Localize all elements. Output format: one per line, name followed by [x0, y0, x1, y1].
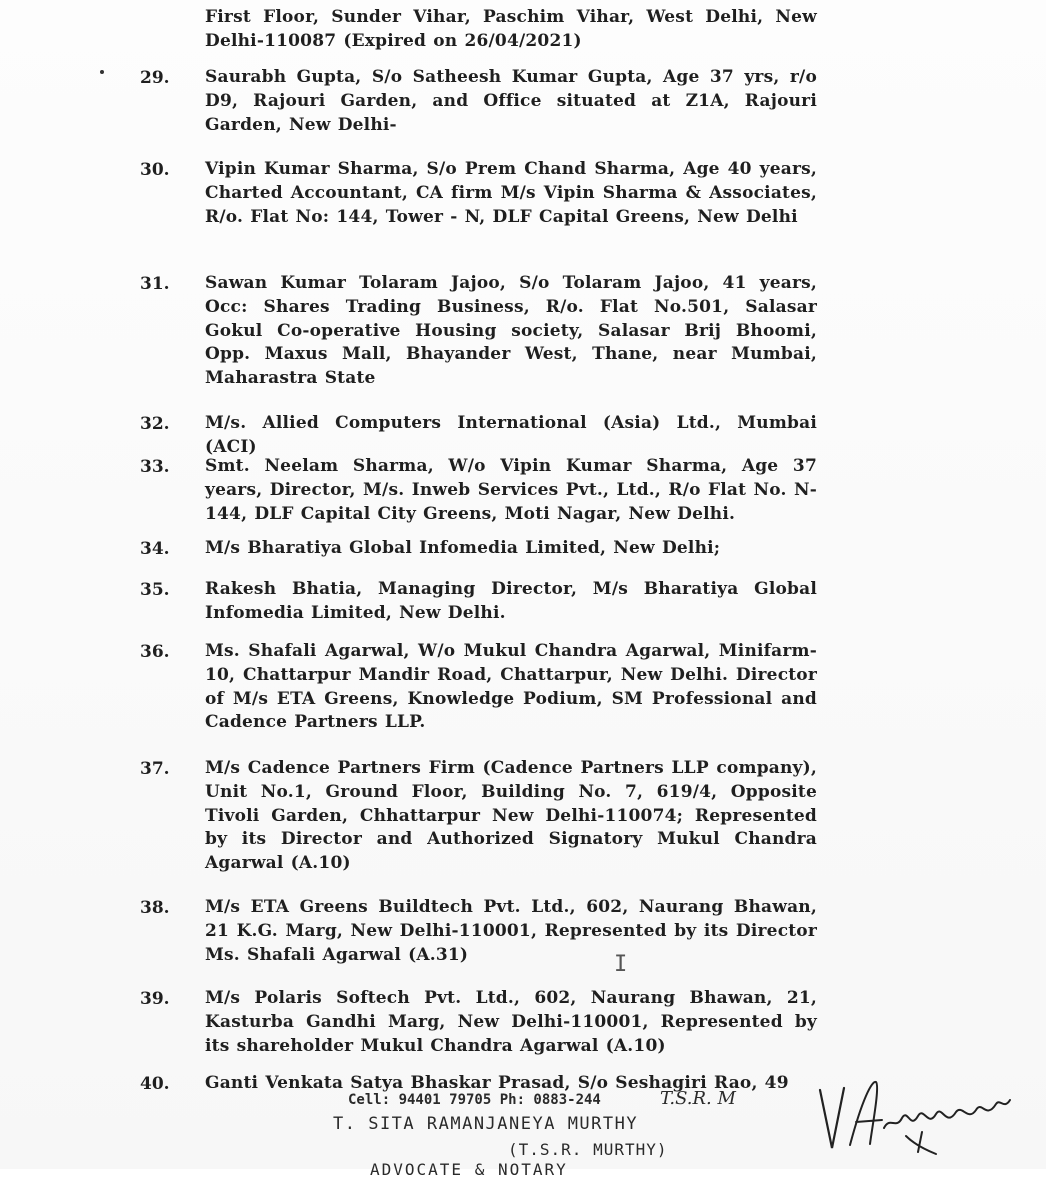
signature-icon — [810, 1070, 1020, 1160]
item-text: Ms. Shafali Agarwal, W/o Mukul Chandra Agarwal, Minifarm-10, Chattarpur Mandir Road, Chattarpur, New Delhi. Director of M/s ETA Greens, Knowledge Podium, SM Professional and Cadence Partners LLP. — [205, 641, 817, 733]
item-number: 35. — [140, 580, 170, 600]
stamp-name-line: T. SITA RAMANJANEYA MURTHY — [333, 1114, 639, 1134]
item-text: M/s Polaris Softech Pvt. Ltd., 602, Naurang Bhawan, 21, Kasturba Gandhi Marg, New Delhi-110001, Represented by its shareholder Mukul Chandra Agarwal (A.10) — [205, 988, 817, 1056]
item-number: 31. — [140, 274, 170, 294]
text-cursor-icon: I — [614, 952, 628, 977]
item-number: 32. — [140, 414, 170, 434]
stamp-cell-line: Cell: 94401 79705 Ph: 0883-244 — [348, 1092, 601, 1108]
item-number: 29. — [140, 68, 170, 88]
item-number: 37. — [140, 759, 170, 779]
item-text: Rakesh Bhatia, Managing Director, M/s Bharatiya Global Infomedia Limited, New Delhi. — [205, 579, 817, 623]
item-text: Saurabh Gupta, S/o Satheesh Kumar Gupta, Age 37 yrs, r/o D9, Rajouri Garden, and Office situated at Z1A, Rajouri Garden, New Delhi- — [205, 67, 817, 135]
item-text: Vipin Kumar Sharma, S/o Prem Chand Sharma, Age 40 years, Charted Accountant, CA firm M/s Vipin Sharma & Associates, R/o. Flat No: 144, Tower - N, DLF Capital Greens, New Delhi — [205, 159, 817, 227]
item-text: M/s. Allied Computers International (Asia) Ltd., Mumbai (ACI) — [205, 413, 817, 457]
stamp-title-line: ADVOCATE & NOTARY — [370, 1160, 568, 1179]
item-number: 40. — [140, 1074, 170, 1094]
item-text: Smt. Neelam Sharma, W/o Vipin Kumar Sharma, Age 37 years, Director, M/s. Inweb Services Pvt., Ltd., R/o Flat No. N-144, DLF Capital City Greens, Moti Nagar, New Delhi. — [205, 456, 817, 524]
handwritten-initials: T.S.R. M — [660, 1088, 736, 1109]
item-text: Ganti Venkata Satya Bhaskar Prasad, S/o Seshagiri Rao, 49 — [205, 1073, 789, 1093]
stamp-short-name: (T.S.R. MURTHY) — [508, 1140, 668, 1159]
continuation-text: First Floor, Sunder Vihar, Paschim Vihar, West Delhi, New Delhi-110087 (Expired on 26/04/2021) — [205, 7, 817, 51]
item-number: 39. — [140, 989, 170, 1009]
stray-mark — [100, 70, 104, 74]
item-text: Sawan Kumar Tolaram Jajoo, S/o Tolaram Jajoo, 41 years, Occ: Shares Trading Business, R/o. Flat No.501, Salasar Gokul Co-operative Housing society, Salasar Brij Bhoomi, Opp. Maxus Mall, Bhayander West, Thane, near Mumbai, Maharastra State — [205, 273, 817, 389]
item-text: M/s ETA Greens Buildtech Pvt. Ltd., 602, Naurang Bhawan, 21 K.G. Marg, New Delhi-110001, Represented by its Director Ms. Shafali Agarwal (A.31) — [205, 897, 817, 965]
item-text: M/s Cadence Partners Firm (Cadence Partners LLP company), Unit No.1, Ground Floor, Building No. 7, 619/4, Opposite Tivoli Garden, Chhattarpur New Delhi-110074; Represented by its Director and Authorized Signatory Mukul Chandra Agarwal (A.10) — [205, 758, 817, 874]
item-number: 33. — [140, 457, 170, 477]
item-number: 38. — [140, 898, 170, 918]
item-number: 34. — [140, 539, 170, 559]
item-number: 36. — [140, 642, 170, 662]
item-number: 30. — [140, 160, 170, 180]
item-text: M/s Bharatiya Global Infomedia Limited, New Delhi; — [205, 538, 721, 558]
